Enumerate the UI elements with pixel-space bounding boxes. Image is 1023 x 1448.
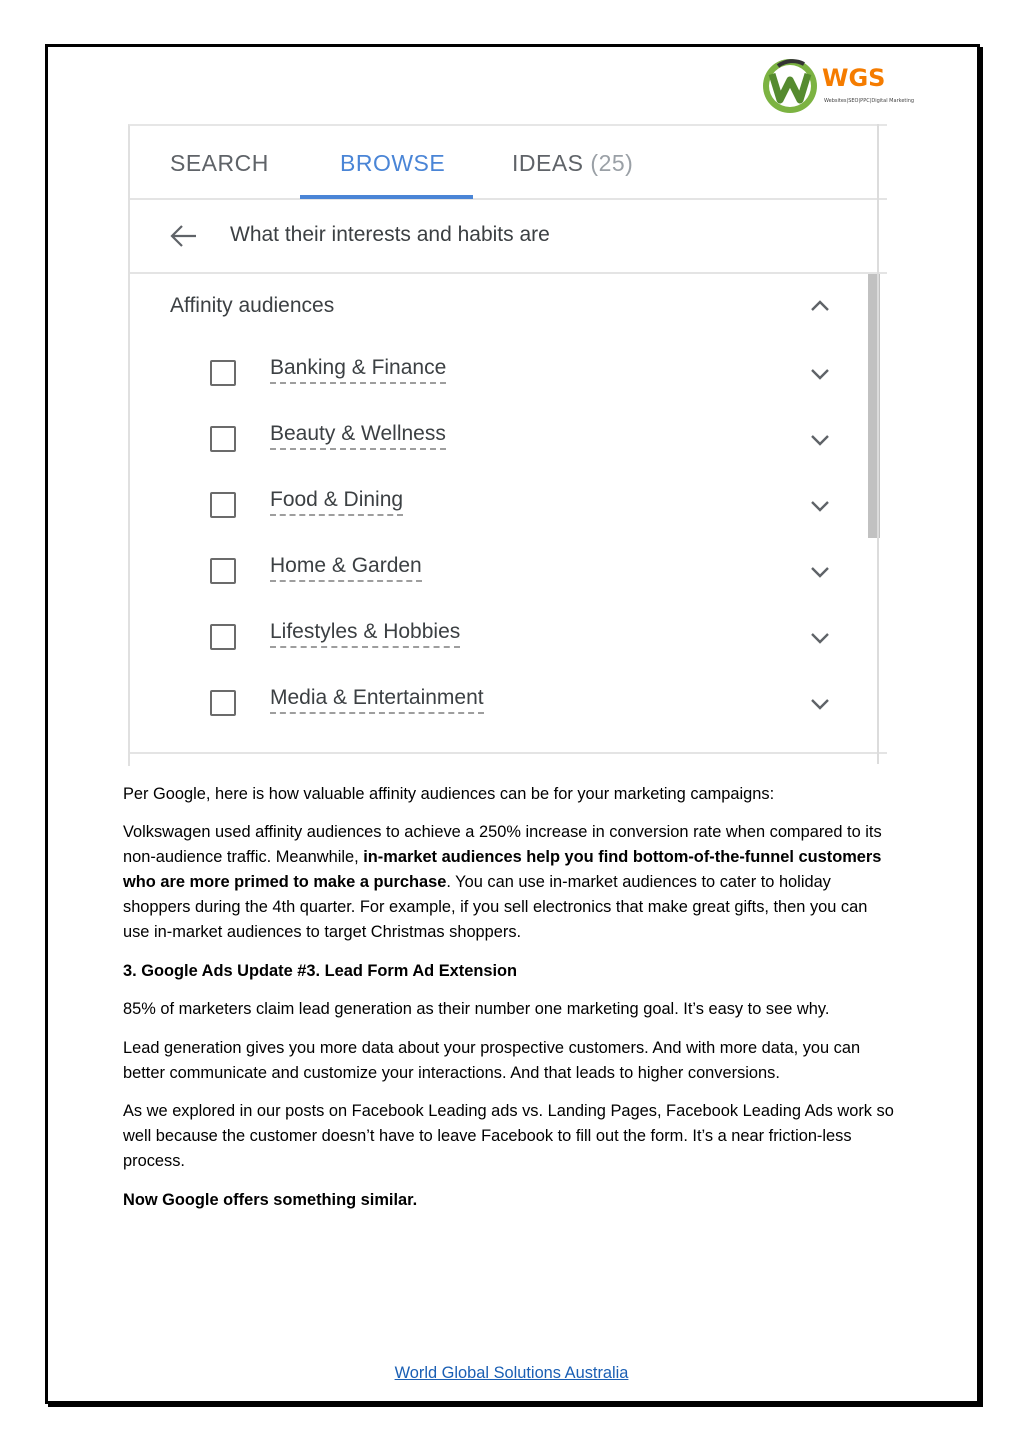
section-title: Affinity audiences [170,294,335,317]
list-item[interactable] [130,684,860,734]
tab-browse[interactable] [340,150,445,177]
panel-border [877,124,879,764]
paragraph-volkswagen [123,820,898,945]
logo-text: WGS [822,64,886,92]
heading-text: 3. Google Ads Update #3. Lead Form Ad Extension [123,962,518,980]
checkbox[interactable] [210,624,236,650]
tab-ideas[interactable] [512,150,633,177]
paragraph-lead-gen-stat [123,997,898,1022]
paragraph-facebook [123,1099,898,1174]
breadcrumb [130,200,887,274]
text-span: Volkswagen used affinity audiences to achieve a 250% increase in conversion rate when compared to its non-audience traffic. Meanwhile, [123,823,882,866]
logo-tagline: Websites|SEO|PPC|Digital Marketing [824,98,915,104]
list-item[interactable] [130,552,860,602]
back-arrow-icon[interactable] [168,220,200,252]
checkbox[interactable] [210,492,236,518]
paragraph-lead-gen [123,1036,898,1086]
paragraph-text: Lead generation gives you more data about your prospective customers. And with more data, you can better communicate and customize your interactions. And that leads to higher conversions. [123,1039,861,1082]
chevron-down-icon[interactable] [808,694,832,714]
audience-browser-panel [128,124,887,766]
list-item-label: Food & Dining [270,488,403,516]
checkbox[interactable] [210,360,236,386]
chevron-down-icon[interactable] [808,430,832,450]
checkbox[interactable] [210,690,236,716]
wgs-logo [760,56,915,116]
panel-divider [130,752,887,754]
tab-search[interactable] [170,150,269,177]
chevron-down-icon[interactable] [808,562,832,582]
section-heading [123,959,898,984]
list-item-label: Beauty & Wellness [270,422,446,450]
list-item-label: Banking & Finance [270,356,446,384]
paragraph-text: As we explored in our posts on Facebook Leading ads vs. Landing Pages, Facebook Leading Ads work so well because the customer doesn’t have to leave Facebook to fill out the form. It’s a near friction-less process. [123,1102,894,1170]
paragraph-text: Now Google offers something similar. [123,1191,418,1209]
tab-search-label: SEARCH [170,150,269,176]
list-item[interactable] [130,618,860,668]
list-item-label: Home & Garden [270,554,422,582]
checkbox[interactable] [210,558,236,584]
paragraph-google-offers [123,1188,898,1213]
logo-emblem-icon [760,56,905,116]
list-item[interactable] [130,354,860,404]
footer-link[interactable]: World Global Solutions Australia [394,1364,629,1382]
list-item-label: Lifestyles & Hobbies [270,620,460,648]
active-tab-indicator [300,195,473,199]
bold-text-span: in-market audiences help you find bottom-of-the-funnel customers who are more primed to make a purchase [123,848,882,891]
list-item[interactable] [130,420,860,470]
text-span: . You can use in-market audiences to cater to holiday shoppers during the 4th quarter. For example, if you sell electronics that make great gifts, then you can use in-market audiences to target Christmas shoppers. [123,873,868,941]
breadcrumb-title: What their interests and habits are [230,223,550,246]
paragraph-text [123,820,898,945]
paragraph-text: Per Google, here is how valuable affinity audiences can be for your marketing campaigns: [123,785,775,803]
checkbox[interactable] [210,426,236,452]
paragraph-intro [123,782,898,807]
chevron-down-icon[interactable] [808,628,832,648]
paragraph-text: 85% of marketers claim lead generation as their number one marketing goal. It’s easy to see why. [123,1000,830,1018]
chevron-down-icon[interactable] [808,496,832,516]
list-item-label: Media & Entertainment [270,686,484,714]
tab-browse-label: BROWSE [340,150,446,176]
tab-ideas-count: (25) [590,150,634,176]
tab-ideas-label: IDEAS [512,150,584,176]
chevron-up-icon[interactable] [808,296,832,316]
tab-bar [130,126,887,200]
list-item[interactable] [130,486,860,536]
chevron-down-icon[interactable] [808,364,832,384]
